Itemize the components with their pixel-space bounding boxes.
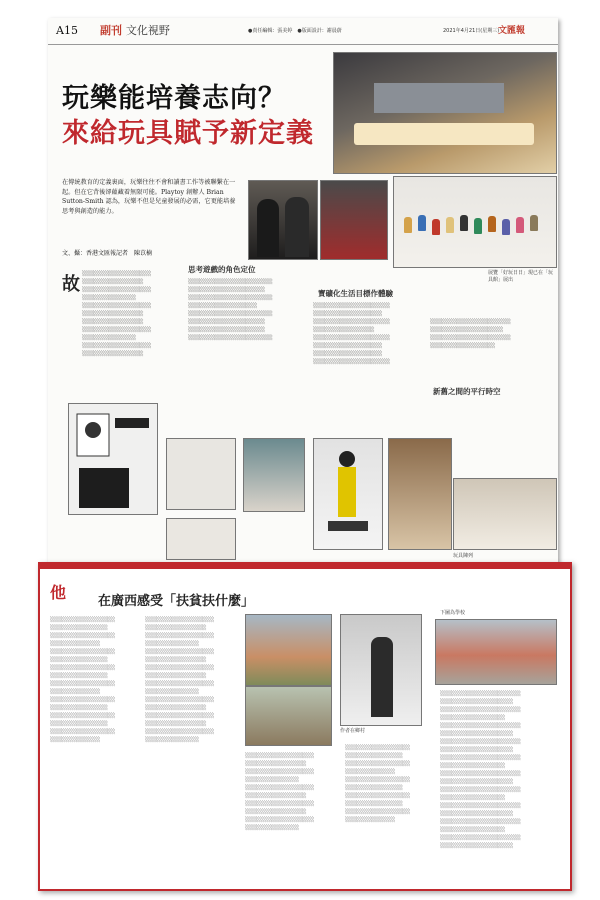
column-text: ░░░░░░░░░░░░░░░░░ ░░░░░░░░░░░░░░░ ░░░░░░░░░░░░░░░░░ ░░░░░░░░░░░░░ ░░░░░░░░░░░░░░░░░ ░░░░░░░░░░░░░░░ ░░░░░░░░░░░░░░░░░ ░░░░░░░░░░░░░░░ ░░░░░░░░░░░░░░░░░ ░░░░░░░░░░░░░ — [345, 745, 411, 823]
figures-photo — [393, 176, 557, 268]
intro-paragraph: 在傳統教育的定義裏面，玩樂往往不會和讀書工作等被聯繫在一起。但在它背後卻蘊藏着無限可能。Playtoy 創辦人 Brian Sutton-Smith 認為，玩樂不但是兒童發展的必需，它更能培養思考與創造的能力。 — [62, 179, 236, 215]
body-column: ░░░░░░░░░░░░░░░░░░░░░░ ░░░░░░░░░░░░░░░░░░░░ ░░░░░░░░░░░░░░░░░░░░░░ ░░░░░░░░░░░░░░░░░░ ░░░░░░░░░░░░░░░░░░░░░░ ░░░░░░░░░░░░░░░░░░░░ ░░░░░░░░░░░░░░░░░░░░ ░░░░░░░░░░░░░░░░░░░░░░ — [188, 279, 273, 341]
column-text: ░░░░░░░░░░░░░░░░░░ ░░░░░░░░░░░░░░░░ ░░░░░░░░░░░░░░░░░░ ░░░░░░░░░░░░░░ ░░░░░░░░░░░░░░░░░░ ░░░░░░░░░░░░░░░░ ░░░░░░░░░░░░░░░░░░ ░░░░░░░░░░░░░░░░ ░░░░░░░░░░░░░░░░░░ ░░░░░░░░░░░░░░ ░░░░░░░░░░░░░░░░░░ ░░░░░░░░░░░░░░░░ ░░░░░░░░░░░░░░░░░░ ░░░░░░░░░░░░░░░░ ░░░░░░░░░░░░░░░░░░ ░░░░░░░░░░░░░░ — [145, 617, 215, 743]
column-text: ░░░░░░░░░░░░░░░░░ ░░░░░░░░░░░░░░░ ░░░░░░░░░░░░░░░░░ ░░░░░░░░░░░░░ ░░░░░░░░░░░░░░░░░ ░░░░░░░░░░░░░░░ ░░░░░░░░░░░░░░░░░ ░░░░░░░░░░░░░░░ ░░░░░░░░░░░░░░░░░ ░░░░░░░░░░░░░ ░░░░░░░░░░░░░░░░░ ░░░░░░░░░░░░░░░ ░░░░░░░░░░░░░░░░░ ░░░░░░░░░░░░░░░ ░░░░░░░░░░░░░░░░░ ░░░░░░░░░░░░░ — [50, 617, 116, 743]
museum-photo — [333, 52, 557, 174]
page-number: A15 — [56, 24, 78, 37]
author-photo — [340, 614, 422, 726]
toy-case-photo — [388, 438, 452, 550]
figure — [516, 217, 524, 233]
figure — [446, 217, 454, 233]
section-name: 副刊 — [100, 24, 122, 37]
figure — [502, 219, 510, 235]
newspaper-logo: 文匯報 — [498, 26, 526, 36]
figure — [474, 218, 482, 234]
school-caption: 下圖為學校 — [440, 610, 466, 616]
founders-photo — [248, 180, 318, 260]
headline-line-2: 來給玩具賦予新定義 — [62, 118, 314, 149]
lit-shelf — [354, 123, 534, 145]
headline-line-1: 玩樂能培養志向？ — [62, 83, 286, 114]
reporter-photo — [243, 438, 305, 512]
column-text: ░░░░░░░░░░░░░░░░░░░░░ ░░░░░░░░░░░░░░░░░░░ ░░░░░░░░░░░░░░░░░░░░░ ░░░░░░░░░░░░░░░░░ ░░░░░░░░░░░░░░░░░░░░░ ░░░░░░░░░░░░░░░░░░░ ░░░░░░░░░░░░░░░░░░░░░ ░░░░░░░░░░░░░░░░░░░ ░░░░░░░░░░░░░░░░░░░░░ ░░░░░░░░░░░░░░░░░ ░░░░░░░░░░░░░░░░░░░░░ ░░░░░░░░░░░░░░░░░░░ ░░░░░░░░░░░░░░░░░░░░░ ░░░░░░░░░░░░░░░░░ ░░░░░░░░░░░░░░░░░░░░░ ░░░░░░░░░░░░░░░░░░░ ░░░░░░░░░░░░░░░░░░░░░ ░░░░░░░░░░░░░░░░░ ░░░░░░░░░░░░░░░░░░░░░ ░░░░░░░░░░░░░░░░░░░ — [440, 691, 521, 849]
author-figure — [371, 637, 393, 717]
figure — [404, 217, 412, 233]
exhibit-caption: 玩具陳列 — [453, 553, 474, 559]
column-title: 在廣西感受「扶貧扶什麼」 — [98, 594, 255, 609]
bruce-lee-figure-photo — [313, 438, 383, 550]
figure — [488, 216, 496, 232]
section-title — [100, 22, 170, 38]
body-column: ░░░░░░░░░░░░░░░░░░ ░░░░░░░░░░░░░░░░ ░░░░░░░░░░░░░░░░░░ ░░░░░░░░░░░░░░ ░░░░░░░░░░░░░░░░░░ ░░░░░░░░░░░░░░░░ ░░░░░░░░░░░░░░░░ ░░░░░░░░░░░░░░░░░░ ░░░░░░░░░░░░░░ ░░░░░░░░░░░░░░░░░░ ░░░░░░░░░░░░░░░░ — [82, 271, 152, 357]
author-caption: 作者在鄉村 — [340, 728, 366, 734]
person-right — [285, 197, 309, 257]
subhead-c: 新舊之間的平行時空 — [433, 387, 501, 396]
school-photo — [435, 619, 557, 685]
rural-house-photo — [245, 614, 332, 686]
playtoy-photo — [320, 180, 388, 260]
byline: 文、攝：香港文匯報記者 陳苡楠 — [62, 250, 153, 257]
sticker-photo — [166, 438, 236, 510]
figure — [418, 215, 426, 231]
column-section — [38, 562, 572, 891]
village-photo — [245, 686, 332, 746]
figure — [432, 219, 440, 235]
body-column: ░░░░░░░░░░░░░░░░░░░░░ ░░░░░░░░░░░░░░░░░░░ ░░░░░░░░░░░░░░░░░░░░░ ░░░░░░░░░░░░░░░░░ — [430, 319, 511, 349]
person-left — [257, 199, 279, 257]
sad-figure-photo — [166, 518, 236, 560]
subhead-b: 寶礦化生活目標作體驗 — [318, 289, 393, 298]
figure — [530, 215, 538, 231]
section-accent-bar — [40, 564, 570, 569]
body-column: ░░░░░░░░░░░░░░░░░░░░ ░░░░░░░░░░░░░░░░░░ ░░░░░░░░░░░░░░░░░░░░ ░░░░░░░░░░░░░░░░ ░░░░░░░░░░░░░░░░░░░░ ░░░░░░░░░░░░░░░░░░ ░░░░░░░░░░░░░░░░░░ ░░░░░░░░░░░░░░░░░░░░ — [313, 303, 390, 365]
column-logo: 他 — [50, 583, 67, 602]
display-case — [374, 83, 504, 113]
figure — [460, 215, 468, 231]
editor-credits: ●責任編輯：張美婷 ●版面設計：謝晨蔚 — [248, 28, 342, 34]
publish-date: 2021年4月21日(星期三) — [443, 28, 500, 34]
subhead-a: 思考遊戲的角色定位 — [188, 265, 256, 274]
section-subname: 文化視野 — [125, 24, 170, 37]
figure-illustration — [314, 439, 382, 549]
column-text: ░░░░░░░░░░░░░░░░░░ ░░░░░░░░░░░░░░░░ ░░░░░░░░░░░░░░░░░░ ░░░░░░░░░░░░░░ ░░░░░░░░░░░░░░░░░░ ░░░░░░░░░░░░░░░░ ░░░░░░░░░░░░░░░░░░ ░░░░░░░░░░░░░░░░ ░░░░░░░░░░░░░░░░░░ ░░░░░░░░░░░░░░ — [245, 753, 315, 831]
page-header — [48, 18, 558, 45]
exhibit-table-photo — [453, 478, 557, 550]
museum-caption: 展覽「好玩日日」現已在「玩具館」展出 — [488, 270, 554, 283]
poster-illustration — [69, 404, 157, 514]
brian-poster-photo — [68, 403, 158, 515]
drop-cap: 故 — [62, 274, 80, 295]
